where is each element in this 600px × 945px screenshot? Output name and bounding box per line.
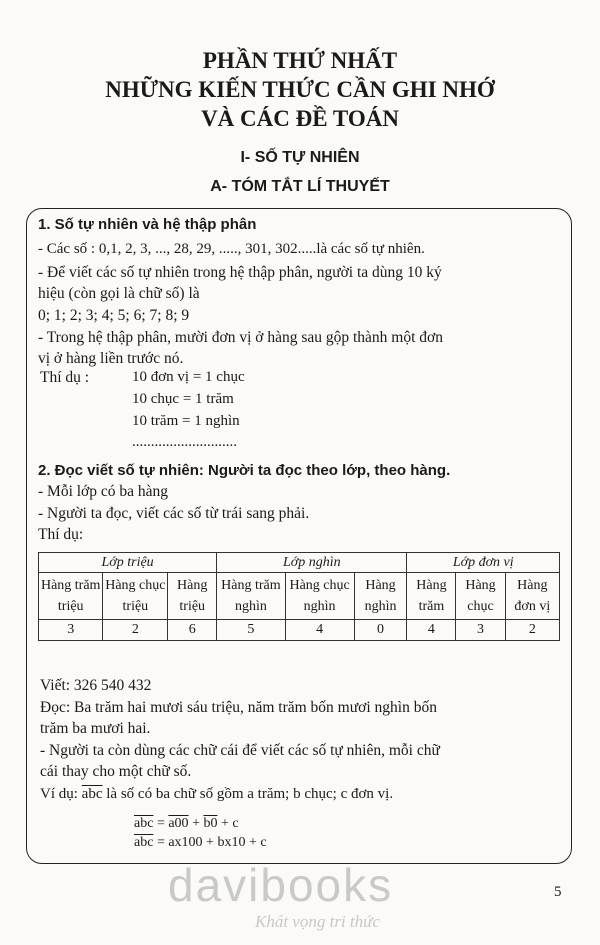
formula-term: a00 — [168, 816, 189, 831]
part1-line: - Các số : 0,1, 2, 3, ..., 28, 29, ....., 301, 302.....là các số tự nhiên. — [38, 241, 425, 257]
watermark-brand: davibooks — [168, 859, 394, 911]
group-header: Lớp đơn vị — [407, 553, 560, 573]
group-header: Lớp nghìn — [217, 553, 407, 573]
column-header: Hàng trăm nghìn — [217, 573, 285, 620]
watermark-tagline: Khát vọng tri thức — [255, 912, 380, 931]
digit-cell: 6 — [168, 620, 217, 641]
part1-line: hiệu (còn gọi là chữ số) là — [38, 285, 200, 302]
vd-prefix: Ví dụ: — [40, 786, 82, 802]
section-heading: A- TÓM TẮT LÍ THUYẾT — [210, 178, 390, 195]
part2-line: - Người ta đọc, viết các số từ trái sang phải. — [38, 505, 310, 522]
digit-cell: 2 — [103, 620, 168, 641]
formula-plus: + — [188, 816, 204, 831]
page-number: 5 — [554, 884, 562, 900]
formula-term: b0 — [203, 816, 218, 831]
column-header: Hàng trăm triệu — [39, 573, 103, 620]
part2-line: - Mỗi lớp có ba hàng — [38, 483, 169, 500]
example-label: Thí dụ : — [40, 369, 90, 386]
digit-cell: 4 — [285, 620, 354, 641]
place-value-table — [38, 552, 560, 641]
column-header: Hàng chục nghìn — [285, 573, 354, 620]
formula-eq: = — [153, 816, 169, 831]
formula-lhs: $\overline{abc}$ — [134, 816, 154, 831]
formula-plus: + c — [217, 816, 239, 831]
digit-cell: 0 — [354, 620, 407, 641]
example-dots: ............................ — [132, 434, 237, 450]
page-title-line-2: NHỮNG KIẾN THỨC CẦN GHI NHỚ — [105, 77, 495, 102]
vd-suffix: là số có ba chữ số gồm a trăm; b chục; c đơn vị. — [102, 786, 394, 802]
write-line: Viết: 326 540 432 — [40, 677, 152, 694]
part1-line: vị ở hàng liền trước nó. — [38, 350, 184, 367]
page-title-line-3: VÀ CÁC ĐỀ TOÁN — [201, 106, 399, 131]
formula-line-2 — [134, 835, 267, 851]
part1-line: - Để viết các số tự nhiên trong hệ thập phân, người ta dùng 10 ký — [38, 264, 442, 281]
example-line: 10 chục = 1 trăm — [132, 391, 234, 407]
digit-cell: 3 — [39, 620, 103, 641]
part1-heading: 1. Số tự nhiên và hệ thập phân — [38, 216, 257, 233]
column-header: Hàng triệu — [168, 573, 217, 620]
example-line: 10 trăm = 1 nghìn — [132, 413, 240, 429]
page-title-line-1: PHẦN THỨ NHẤT — [202, 48, 398, 73]
column-header: Hàng đơn vị — [505, 573, 559, 620]
read-line: - Người ta còn dùng các chữ cái để viết các số tự nhiên, mỗi chữ — [40, 742, 440, 759]
chapter-heading: I- SỐ TỰ NHIÊN — [240, 149, 360, 166]
column-header: Hàng trăm — [407, 573, 456, 620]
part2-line: Thí dụ: — [38, 526, 84, 543]
column-header: Hàng chục — [456, 573, 505, 620]
group-header: Lớp triệu — [39, 553, 217, 573]
read-line: trăm ba mươi hai. — [40, 720, 151, 737]
read-line: cái thay cho một chữ số. — [40, 763, 192, 780]
read-line: Đọc: Ba trăm hai mươi sáu triệu, năm trăm bốn mươi nghìn bốn — [40, 699, 437, 716]
part1-line: - Trong hệ thập phân, mười đơn vị ở hàng sau gộp thành một đơn — [38, 329, 443, 346]
abc-number: $\overline{abc}$ — [81, 786, 103, 802]
digit-cell: 4 — [407, 620, 456, 641]
formula-rhs: = ax100 + bx10 + c — [153, 835, 267, 850]
digit-cell: 2 — [505, 620, 559, 641]
column-header: Hàng nghìn — [354, 573, 407, 620]
example-line: 10 đơn vị = 1 chục — [132, 369, 245, 385]
formula-line-1 — [134, 816, 239, 832]
digit-cell: 3 — [456, 620, 505, 641]
digit-cell: 5 — [217, 620, 285, 641]
part1-line: 0; 1; 2; 3; 4; 5; 6; 7; 8; 9 — [38, 307, 190, 324]
formula-lhs: $\overline{abc}$ — [134, 835, 154, 850]
column-header: Hàng chục triệu — [103, 573, 168, 620]
example-abc-line — [40, 786, 393, 803]
part2-heading: 2. Đọc viết số tự nhiên: Người ta đọc theo lớp, theo hàng. — [38, 462, 451, 479]
